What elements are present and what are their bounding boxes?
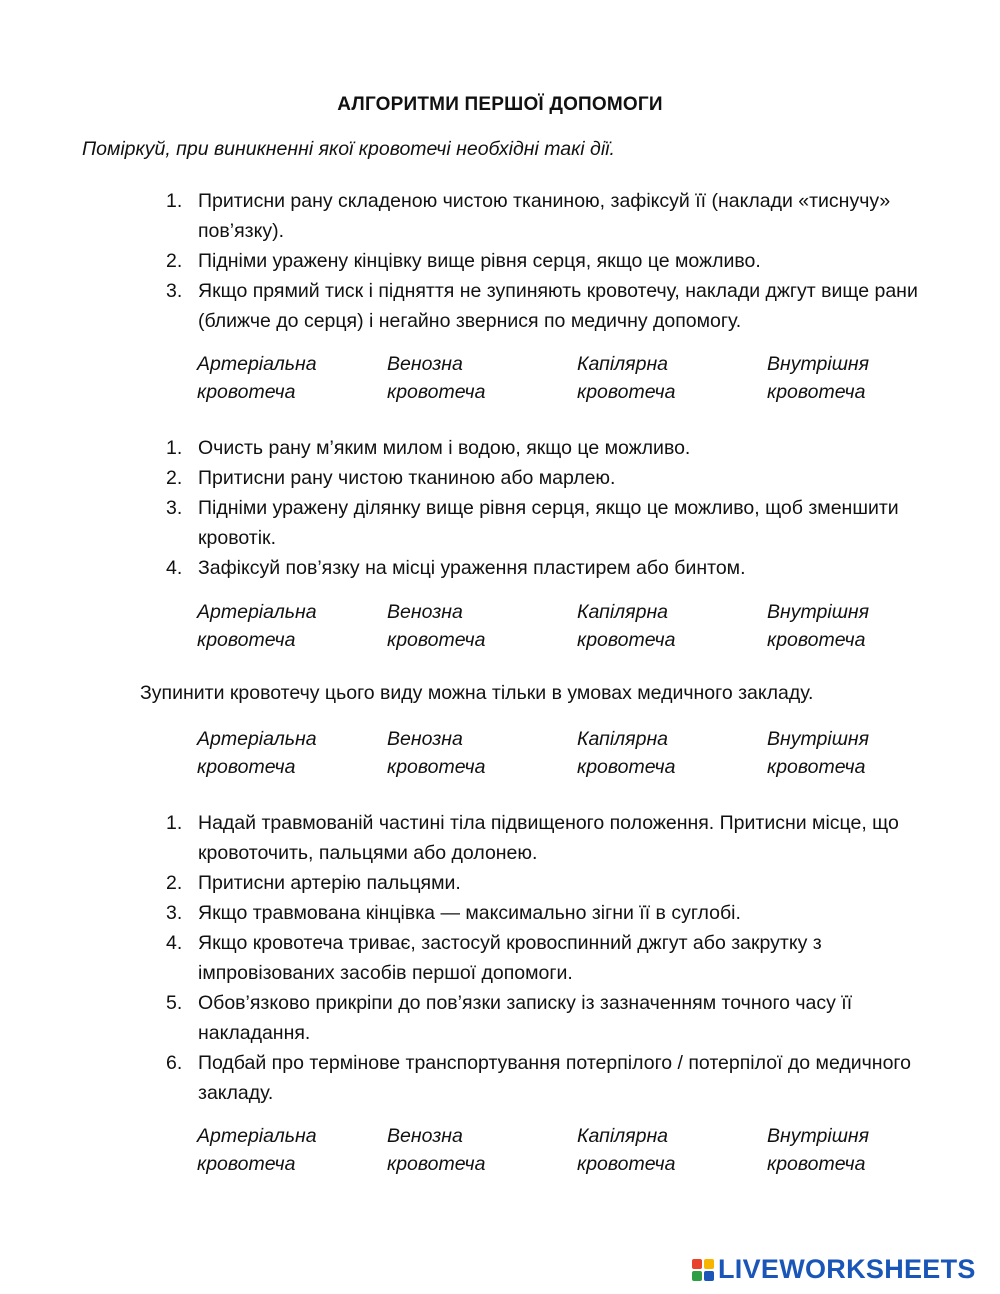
step-text: Притисни рану складеною чистою тканиною, зафіксуй її (наклади «тиснучу» пов’язку). — [198, 190, 891, 242]
step-number: 1. — [166, 190, 183, 212]
option-arterial[interactable]: Артеріальна кровотеча — [197, 728, 317, 778]
option-venous[interactable]: Венозна кровотеча — [387, 601, 486, 651]
step-number: 4. — [166, 932, 183, 954]
step-text: Надай травмованій частині тіла підвищеного положення. Притисни місце, що кровоточить, пальцями або долонею. — [198, 812, 899, 864]
liveworksheets-logo — [692, 1254, 976, 1285]
step-text: Зафіксуй пов’язку на місці ураження пластирем або бинтом. — [198, 557, 746, 579]
step-number: 5. — [166, 992, 183, 1014]
list-item — [166, 988, 946, 1048]
step-text: Притисни артерію пальцями. — [198, 872, 461, 894]
list-item — [166, 246, 946, 276]
list-item — [166, 276, 946, 336]
steps-list-1 — [166, 186, 946, 336]
list-item — [166, 898, 946, 928]
list-item — [166, 433, 946, 463]
statement-text: Зупинити кровотечу цього виду можна тільки в умовах медичного закладу. — [140, 682, 814, 704]
list-item — [166, 868, 946, 898]
option-arterial[interactable]: Артеріальна кровотеча — [197, 1125, 317, 1175]
answer-options-4 — [197, 1122, 957, 1178]
option-arterial[interactable]: Артеріальна кровотеча — [197, 601, 317, 651]
option-capillary[interactable]: Капілярна кровотеча — [577, 728, 676, 778]
option-capillary[interactable]: Капілярна кровотеча — [577, 1125, 676, 1175]
list-item — [166, 808, 946, 868]
list-item — [166, 493, 946, 553]
step-text: Якщо прямий тиск і підняття не зупиняють кровотечу, наклади джгут вище рани (ближче до серця) і негайно звернися по медичну допомогу. — [198, 280, 918, 332]
option-venous[interactable]: Венозна кровотеча — [387, 353, 486, 403]
answer-options-1 — [197, 350, 957, 406]
option-venous[interactable]: Венозна кровотеча — [387, 728, 486, 778]
list-item — [166, 463, 946, 493]
list-item — [166, 1048, 946, 1108]
step-number: 3. — [166, 497, 183, 519]
answer-options-2 — [197, 598, 957, 654]
step-number: 2. — [166, 872, 183, 894]
step-number: 1. — [166, 437, 183, 459]
step-text: Якщо травмована кінцівка — максимально зігни її в суглобі. — [198, 902, 741, 924]
option-internal[interactable]: Внутрішня кровотеча — [767, 728, 870, 778]
option-capillary[interactable]: Капілярна кровотеча — [577, 601, 676, 651]
option-capillary[interactable]: Капілярна кровотеча — [577, 353, 676, 403]
steps-list-4 — [166, 808, 946, 1108]
steps-list-2 — [166, 433, 946, 583]
step-text: Підніми уражену кінцівку вище рівня серця, якщо це можливо. — [198, 250, 761, 272]
step-text: Якщо кровотеча триває, застосуй кровоспинний джгут або закрутку з імпровізованих засобів першої допомоги. — [198, 932, 822, 984]
step-number: 1. — [166, 812, 183, 834]
step-text: Очисть рану м’яким милом і водою, якщо це можливо. — [198, 437, 691, 459]
option-arterial[interactable]: Артеріальна кровотеча — [197, 353, 317, 403]
step-number: 4. — [166, 557, 183, 579]
option-internal[interactable]: Внутрішня кровотеча — [767, 353, 870, 403]
answer-options-3 — [197, 725, 957, 781]
list-item — [166, 186, 946, 246]
step-text: Обов’язково прикріпи до пов’язки записку із зазначенням точного часу її накладання. — [198, 992, 853, 1044]
option-venous[interactable]: Венозна кровотеча — [387, 1125, 486, 1175]
step-number: 2. — [166, 250, 183, 272]
page-title: АЛГОРИТМИ ПЕРШОЇ ДОПОМОГИ — [337, 94, 663, 115]
logo-blocks-icon — [692, 1259, 714, 1281]
step-text: Підніми уражену ділянку вище рівня серця, якщо це можливо, щоб зменшити кровотік. — [198, 497, 899, 549]
instructions: Поміркуй, при виникненні якої кровотечі необхідні такі дії. — [82, 138, 615, 160]
list-item — [166, 928, 946, 988]
logo-text: LIVEWORKSHEETS — [718, 1254, 976, 1284]
option-internal[interactable]: Внутрішня кровотеча — [767, 1125, 870, 1175]
step-number: 2. — [166, 467, 183, 489]
step-text: Притисни рану чистою тканиною або марлею. — [198, 467, 616, 489]
step-number: 3. — [166, 902, 183, 924]
step-text: Подбай про термінове транспортування потерпілого / потерпілої до медичного закладу. — [198, 1052, 911, 1104]
step-number: 3. — [166, 280, 183, 302]
list-item — [166, 553, 946, 583]
option-internal[interactable]: Внутрішня кровотеча — [767, 601, 870, 651]
step-number: 6. — [166, 1052, 183, 1074]
